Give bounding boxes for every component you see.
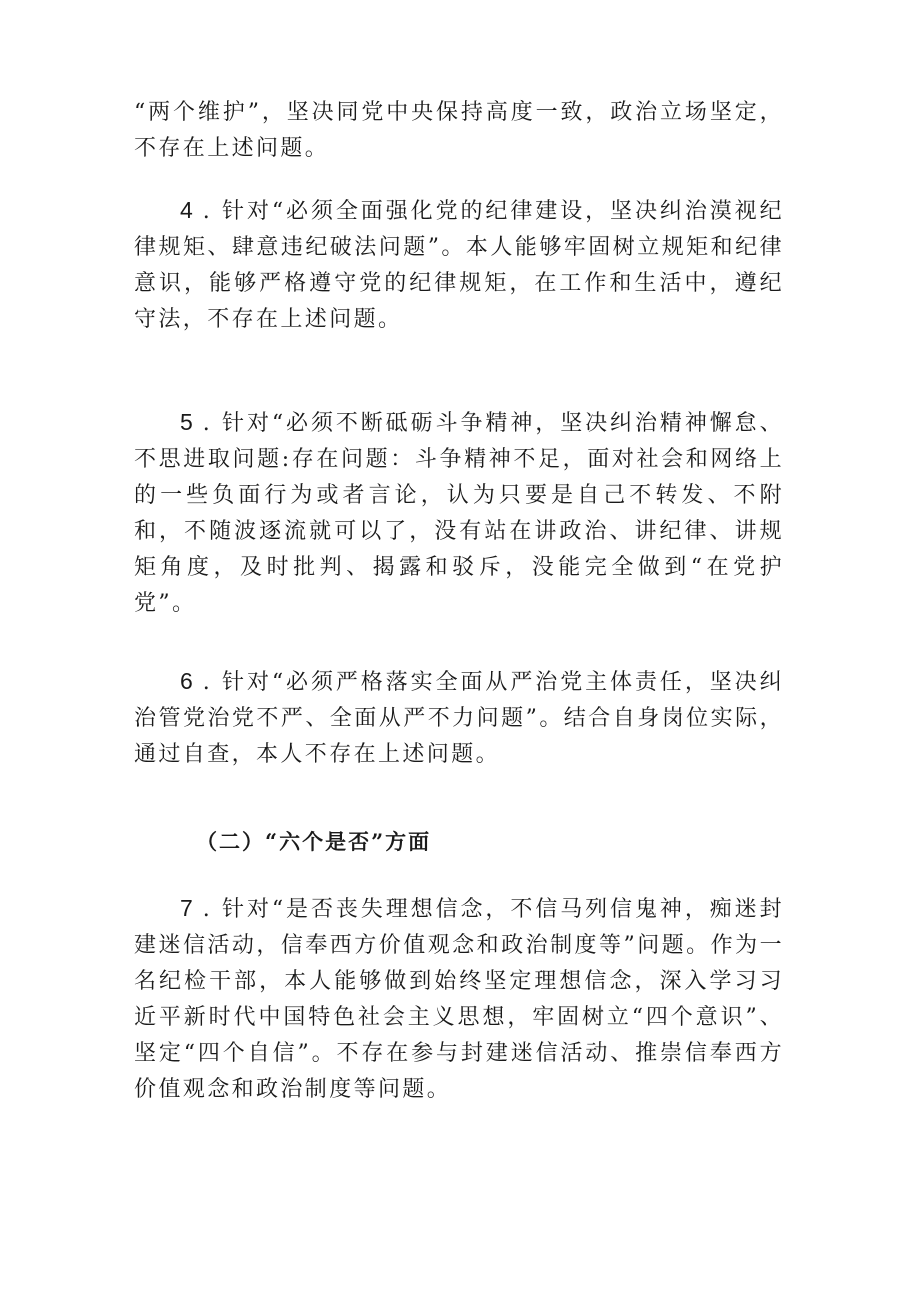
paragraph-item-4 — [134, 192, 784, 338]
item-number: 6 — [180, 668, 193, 694]
item-number: 4 — [180, 197, 193, 223]
paragraph-item-6 — [134, 663, 784, 773]
paragraph-text: . 针对“是否丧失理想信念，不信马列信鬼神，痴迷封建迷信活动，信奉西方价值观念和政治制度等”问题。作为一名纪检干部，本人能够做到始终坚定理想信念，深入学习习近平新时代中国特色社会主义思想，牢固树立“四个意识”、坚定“四个自信”。不存在参与封建迷信活动、推崇信奉西方价值观念和政治制度等问题。 — [134, 897, 784, 1102]
item-number: 5 — [180, 409, 193, 435]
paragraph-continued — [134, 95, 784, 167]
paragraph-text: . 针对“必须全面强化党的纪律建设，坚决纠治漠视纪律规矩、肆意违纪破法问题”。本人能够牢固树立规矩和纪律意识，能够严格遵守党的纪律规矩，在工作和生活中，遵纪守法，不存在上述问题。 — [134, 199, 784, 332]
section-heading: （二）“六个是否”方面 — [196, 829, 432, 854]
paragraph-text: . 针对“必须不断砥砺斗争精神，坚决纠治精神懈怠、不思进取问题:存在问题：斗争精神不足，面对社会和网络上的一些负面行为或者言论，认为只要是自己不转发、不附和，不随波逐流就可以了，没有站在讲政治、讲纪律、讲规矩角度，及时批判、揭露和驳斥，没能完全做到“在党护党”。 — [134, 411, 784, 616]
paragraph-text: “两个维护”，坚决同党中央保持高度一致，政治立场坚定，不存在上述问题。 — [134, 100, 784, 161]
paragraph-text: . 针对“必须严格落实全面从严治党主体责任，坚决纠治管党治党不严、全面从严不力问题”。结合自身岗位实际，通过自查，本人不存在上述问题。 — [134, 670, 784, 767]
item-number: 7 — [180, 895, 193, 921]
paragraph-item-7 — [134, 890, 784, 1108]
paragraph-item-5 — [134, 404, 784, 622]
